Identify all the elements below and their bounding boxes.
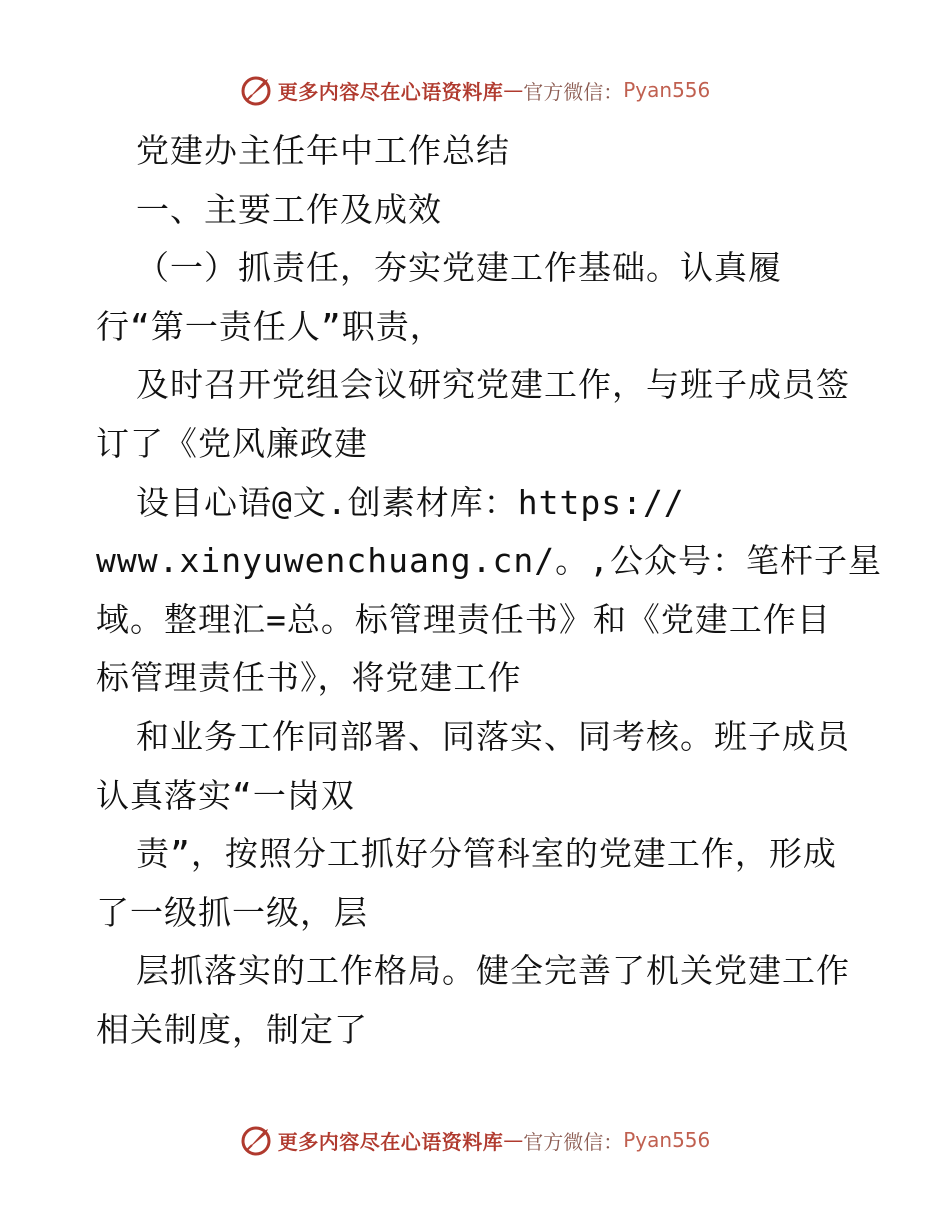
paragraph-line: 域。整理汇=总。标管理责任书》和《党建工作目 [96,599,831,639]
paragraph-line: （一）抓责任，夯实党建工作基础。认真履 [136,248,782,288]
watermark-separator: — [503,1128,524,1152]
paragraph-line: 行“第一责任人”职责， [96,306,444,346]
watermark-banner-top [0,70,950,110]
paragraph-line: 认真落实“一岗双 [96,775,355,815]
paragraph-line: 及时召开党组会议研究党建工作，与班子成员签 [136,365,850,405]
watermark-wechat-label: 官方微信： [523,1129,624,1154]
watermark-main-text: 更多内容尽在心语资料库 [277,79,504,104]
paragraph-line: 相关制度，制定了 [96,1009,368,1049]
paragraph-line: 标管理责任书》，将党建工作 [96,658,522,698]
watermark-main-text: 更多内容尽在心语资料库 [277,1129,504,1154]
document-body [96,122,882,1060]
paragraph-line: 了一级抓一级，层 [96,892,368,932]
paragraph-line: 和业务工作同部署、同落实、同考核。班子成员 [136,716,850,756]
section-heading: 一、主要工作及成效 [136,189,442,229]
paragraph-line: www.xinyuwenchuang.cn/。,公众号：笔杆子星 [96,541,882,581]
watermark-banner-bottom [0,1120,950,1160]
feather-pen-logo-icon [240,73,274,107]
document-title: 党建办主任年中工作总结 [136,131,510,170]
paragraph-line: 层抓落实的工作格局。健全完善了机关党建工作 [136,951,850,991]
watermark-separator: — [503,78,524,102]
watermark-wechat-id: Pyan556 [623,78,711,102]
paragraph-line: 订了《党风廉政建 [96,423,368,463]
paragraph-line: 设目心语@文.创素材库：https:// [136,482,685,522]
watermark-wechat-label: 官方微信： [523,79,624,104]
paragraph-line: 责”，按照分工抓好分管科室的党建工作，形成 [136,834,837,874]
watermark-wechat-id: Pyan556 [623,1128,711,1152]
feather-pen-logo-icon [240,1123,274,1157]
